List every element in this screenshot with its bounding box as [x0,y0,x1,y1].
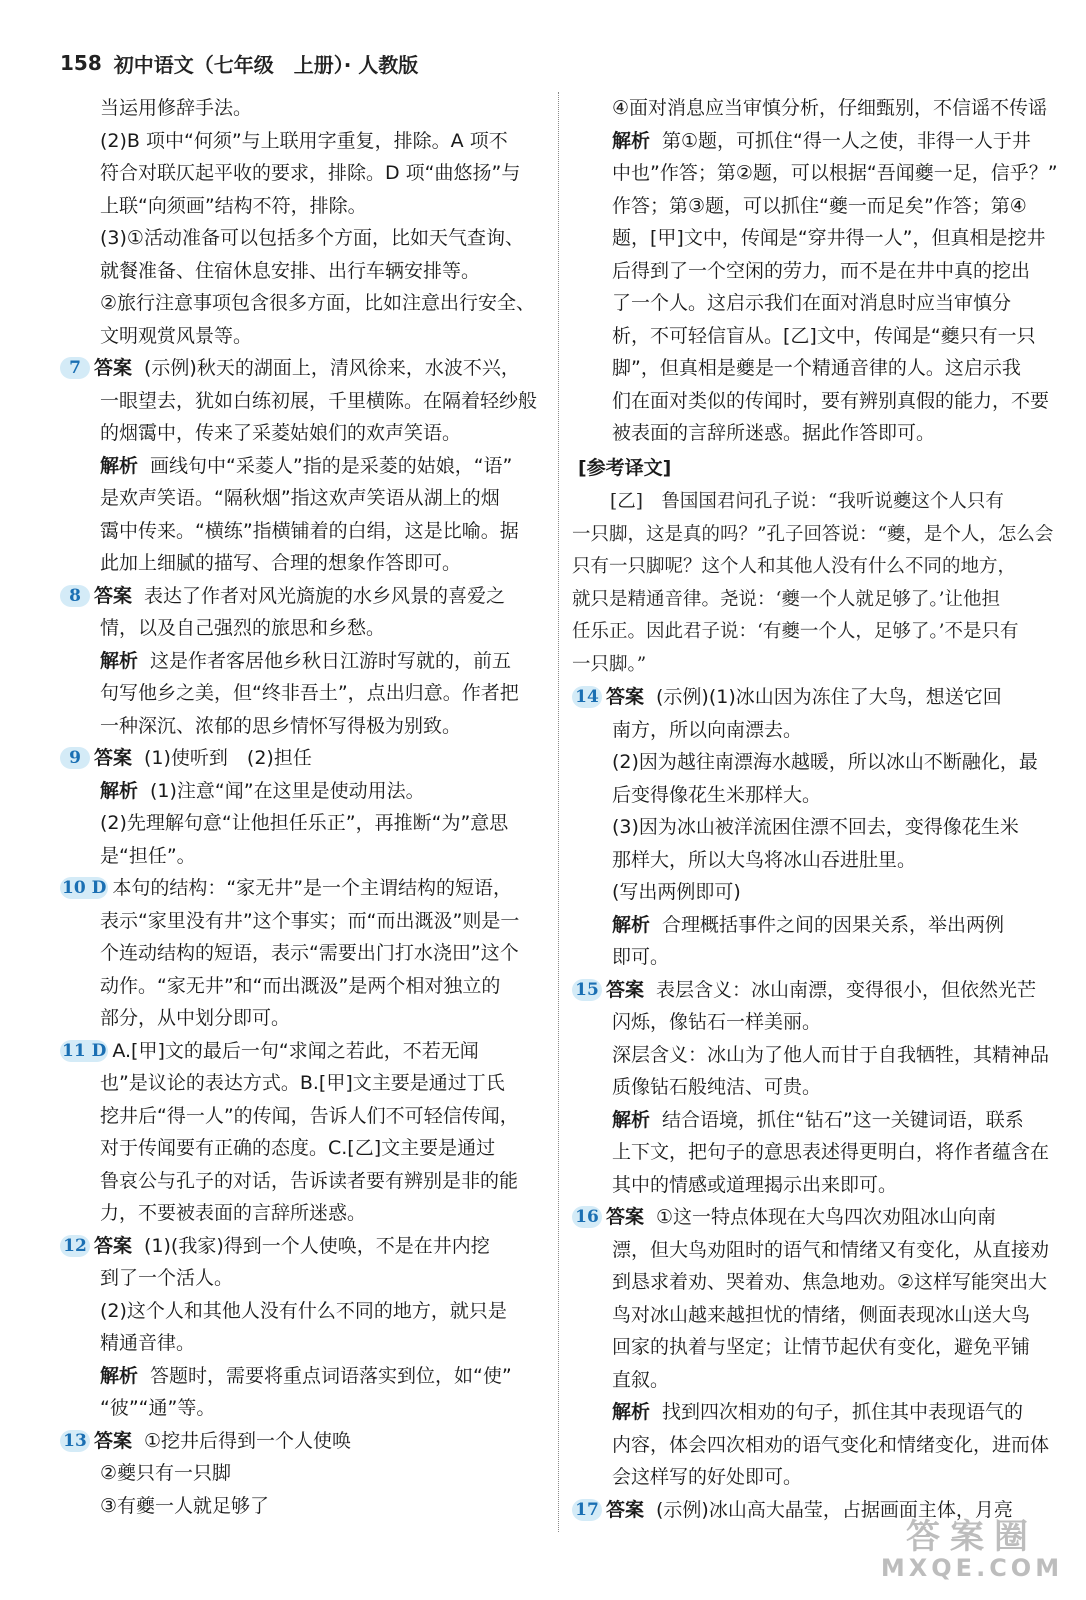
answer-text: (1)使听到 (2)担任 [144,747,312,769]
answer-text: 精通音律。 [100,1332,196,1354]
answer-text: 鲁哀公与孔子的对话，告诉读者要有辨别是非的能 [100,1169,519,1192]
analysis-label: 解析 [612,913,651,936]
answer-text: (1)(我家)得到一个人使唤，不是在井内挖 [144,1234,490,1257]
answer-label: 答案 [94,1234,133,1257]
analysis-text: 是欢声笑语。“隔秋烟”指这欢声笑语从湖上的烟 [100,487,500,509]
text-line: 就餐准备、住宿休息安排、出行车辆安排等。 [100,259,481,282]
answer-label: 答案 [94,747,133,769]
analysis-text: 画线句中“采菱人”指的是采菱的姑娘，“语” [150,454,513,477]
analysis-text: 霭中传来。“横练”指横铺着的白绢，这是比喻。据 [100,519,519,542]
column-divider [558,92,559,1532]
watermark-line-1: 答案圈 [906,1517,1038,1557]
analysis-text: 答题时，需要将重点词语落实到位，如“使” [150,1364,512,1387]
question-number-badge [60,1040,108,1062]
text-line: 文明观赏风景等。 [100,324,253,347]
translation-text: 任乐正。因此君子说：‘有夔一个人，足够了。’不是只有 [572,621,1019,642]
analysis-text: 被表面的言辞所迷惑。据此作答即可。 [612,422,936,444]
question-number-badge: 17 [572,1499,602,1521]
analysis-text: 脚”，但真相是夔是一个精通音律的人。这启示我 [612,357,1021,379]
answer-label: 答案 [606,1206,645,1228]
analysis-label: 解析 [100,779,139,802]
analysis-text: 们在面对类似的传闻时，要有辨别真假的能力，不要 [612,389,1050,412]
text-line: 符合对联仄起平收的要求，排除。D 项“曲悠扬”与 [100,162,521,184]
choice-answer: D [91,1040,107,1061]
analysis-text: 一种深沉、浓郁的思乡情怀写得极为别致。 [100,714,462,737]
analysis-label: 解析 [612,1401,651,1423]
answer-text: 表示“家里没有井”这个事实；而“而出溉汲”则是一 [100,909,520,932]
answer-text: 质像钻石般纯洁、可贵。 [612,1076,822,1098]
question-number-badge: 9 [60,747,90,769]
answer-label: 答案 [94,1429,133,1452]
answer-text: ①挖井后得到一个人使唤 [144,1429,352,1452]
analysis-text: 句写他乡之美，但“终非吾土”，点出归意。作者把 [100,682,519,704]
answer-text: 漂，但大鸟劝阻时的语气和情绪又有变化，从直接劝 [612,1238,1050,1261]
translation-text: [乙] 鲁国国君问孔子说：“我听说夔这个人只有 [610,491,1004,512]
question-number-badge: 8 [60,585,90,607]
watermark-line-2: MXQE.COM [880,1554,1064,1582]
analysis-text: 后得到了一个空闲的劳力，而不是在井中真的挖出 [612,259,1031,282]
page-header [60,46,418,80]
question-15 [572,974,1062,1202]
answer-text: (示例)秋天的湖面上，清风徐来，水波不兴， [144,357,520,379]
answer-text: 一眼望去，犹如白练初展，千里横陈。在隔着轻纱般 [100,389,538,412]
answer-text: 南方，所以向南漂去。 [612,718,803,741]
analysis-text: 是“担任”。 [100,844,196,867]
text-line: 上联“向须画”结构不符，排除。 [100,194,367,217]
analysis-text: 其中的情感或道理揭示出来即可。 [612,1173,898,1196]
question-number-badge [60,877,108,899]
analysis-text: (2)先理解句意“让他担任乐正”，再推断“为”意思 [100,812,509,834]
analysis-text: 会这样写的好处即可。 [612,1466,803,1488]
answer-text: 那样大，所以大鸟将冰山吞进肚里。 [612,848,917,871]
question-9 [60,742,548,872]
answer-text: ③有夔一人就足够了 [100,1494,270,1517]
question-number-badge: 15 [572,979,602,1001]
question-11 [60,1035,548,1230]
reference-translation-title: [参考译文] [578,456,672,479]
question-10 [60,872,548,1035]
answer-text: 到了一个活人。 [100,1267,234,1289]
answer-text: ②夔只有一只脚 [100,1462,232,1484]
answer-text: ①这一特点体现在大鸟四次劝阻冰山向南 [656,1206,997,1228]
answer-text: 表层含义：冰山南漂，变得很小，但依然光芒 [656,978,1037,1001]
analysis-label: 解析 [612,1108,651,1131]
watermark [872,1518,1072,1582]
choice-answer: D [91,878,107,898]
question-number-badge: 7 [60,357,90,379]
question-14 [572,681,1062,974]
analysis-text: 找到四次相劝的句子，抓住其中表现语气的 [662,1401,1024,1423]
q6-continuation [60,92,548,352]
analysis-text: 内容，体会四次相劝的语气变化和情绪变化，进而体 [612,1433,1050,1456]
answer-text: 到恳求着劝、哭着劝、焦急地劝。②这样写能突出大 [612,1271,1048,1293]
answer-text: 情，以及自己强烈的旅思和乡愁。 [100,617,386,639]
analysis-label: 解析 [612,129,651,152]
analysis-text: 合理概括事件之间的因果关系，举出两例 [662,913,1005,936]
page-number: 158 [60,51,102,75]
book-title: 初中语文（七年级 上册）· 人教版 [113,52,419,77]
question-number-badge: 13 [60,1430,90,1452]
translation-text: 就只是精通音律。尧说：‘夔一个人就足够了。’让他担 [572,588,1001,610]
right-column [572,92,1062,1526]
answer-text: 挖井后“得一人”的传闻，告诉人们不可轻信传闻， [100,1104,519,1127]
analysis-text: 此加上细腻的描写、合理的想象作答即可。 [100,552,462,574]
answer-text: ④面对消息应当审慎分析，仔细甄别，不信谣不传谣 [612,97,1048,119]
question-number-badge: 16 [572,1206,602,1228]
answer-text: 动作。“家无井”和“而出溉汲”是两个相对独立的 [100,974,501,997]
analysis-text: 作答；第③题，可以抓住“夔一而足矣”作答；第④ [612,194,1027,217]
answer-label: 答案 [94,584,133,607]
translation-text: 一只脚。” [572,653,647,675]
text-line: (2)B 项中“何须”与上联用字重复，排除。A 项不 [100,129,508,152]
answer-text: (示例)(1)冰山因为冻住了大鸟，想送它回 [656,686,1002,708]
answer-text: 对于传闻要有正确的态度。C.[乙]文主要是通过 [100,1137,496,1159]
answer-text: (示例)冰山高大晶莹，占据画面主体，月亮 [656,1498,1013,1521]
translation-text: 一只脚，这是真的吗？”孔子回答说：“夔，是个人，怎么会 [572,523,1054,545]
question-8 [60,580,548,743]
answer-text: 力，不要被表面的言辞所迷惑。 [100,1202,367,1224]
analysis-text: 结合语境，抓住“钻石”这一关键词语，联系 [662,1108,1024,1131]
translation-text: 只有一只脚呢？这个人和其他人没有什么不同的地方， [572,556,1017,577]
analysis-label: 解析 [100,454,139,477]
answer-text: A.[甲]文的最后一句“求闻之若此，不若无闻 [112,1039,479,1062]
answer-text: 表达了作者对风光旖旎的水乡风景的喜爱之 [144,584,506,607]
analysis-text: 即可。 [612,946,670,968]
analysis-text: 上下文，把句子的意思表述得更明白，将作者蕴含在 [612,1141,1050,1163]
answer-text: 本句的结构：“家无井”是一个主谓结构的短语， [112,877,513,899]
answer-text: (写出两例即可) [612,881,741,903]
analysis-text: 了一个人。这启示我们在面对消息时应当审慎分 [612,292,1012,314]
answer-label: 答案 [606,686,645,708]
question-13 [60,1425,548,1523]
analysis-text: 析，不可轻信盲从。[乙]文中，传闻是“夔只有一只 [612,324,1036,347]
answer-text: (2)因为越往南漂海水越暖，所以冰山不断融化，最 [612,751,1038,773]
question-number-badge: 14 [572,686,602,708]
answer-text: 闪烁，像钻石一样美丽。 [612,1011,822,1033]
question-number: 11 [62,1040,86,1061]
analysis-label: 解析 [100,649,139,672]
answer-text: 部分，从中划分即可。 [100,1007,291,1029]
question-number-badge: 12 [60,1235,90,1257]
analysis-text: “彼”“通”等。 [100,1397,216,1419]
text-line: (3)①活动准备可以包括多个方面，比如天气查询、 [100,227,524,249]
answer-text: 后变得像花生米那样大。 [612,783,822,806]
answer-text: 也”是议论的表达方式。B.[甲]文主要是通过丁氏 [100,1072,505,1094]
question-number: 10 [62,878,86,898]
text-line: 当运用修辞手法。 [100,97,253,119]
answer-label: 答案 [606,978,645,1001]
answer-text: 个连动结构的短语，表示“需要出门打水浇田”这个 [100,942,519,964]
question-7 [60,352,548,580]
answer-text: 深层含义：冰山为了他人而甘于自我牺牲，其精神品 [612,1043,1050,1066]
question-12 [60,1230,548,1425]
question-16 [572,1201,1062,1494]
analysis-text: 题，[甲]文中，传闻是“穿井得一人”，但真相是挖井 [612,227,1046,249]
answer-label: 答案 [94,357,133,379]
answer-text: 鸟对冰山越来越担忧的情绪，侧面表现冰山送大鸟 [612,1303,1031,1326]
answer-text: (2)这个人和其他人没有什么不同的地方，就只是 [100,1299,507,1322]
answer-text: 的烟霭中，传来了采菱姑娘们的欢声笑语。 [100,422,462,444]
question-13-continued [572,92,1062,450]
analysis-label: 解析 [100,1364,139,1387]
reference-translation [572,452,1062,682]
left-column [60,92,548,1522]
analysis-text: 中也”作答；第②题，可以根据“吾闻夔一足，信乎？” [612,162,1058,184]
answer-text: (3)因为冰山被洋流困住漂不回去，变得像花生米 [612,816,1019,838]
analysis-text: 这是作者客居他乡秋日江游时写就的，前五 [150,649,512,672]
analysis-text: (1)注意“闻”在这里是使动用法。 [150,779,425,802]
text-line: ②旅行注意事项包含很多方面，比如注意出行安全、 [100,292,536,314]
analysis-text: 第①题，可抓住“得一人之使，非得一人于井 [662,129,1031,152]
answer-text: 直叙。 [612,1368,670,1391]
answer-label: 答案 [606,1498,645,1521]
answer-text: 回家的执着与坚定；让情节起伏有变化，避免平铺 [612,1336,1031,1358]
